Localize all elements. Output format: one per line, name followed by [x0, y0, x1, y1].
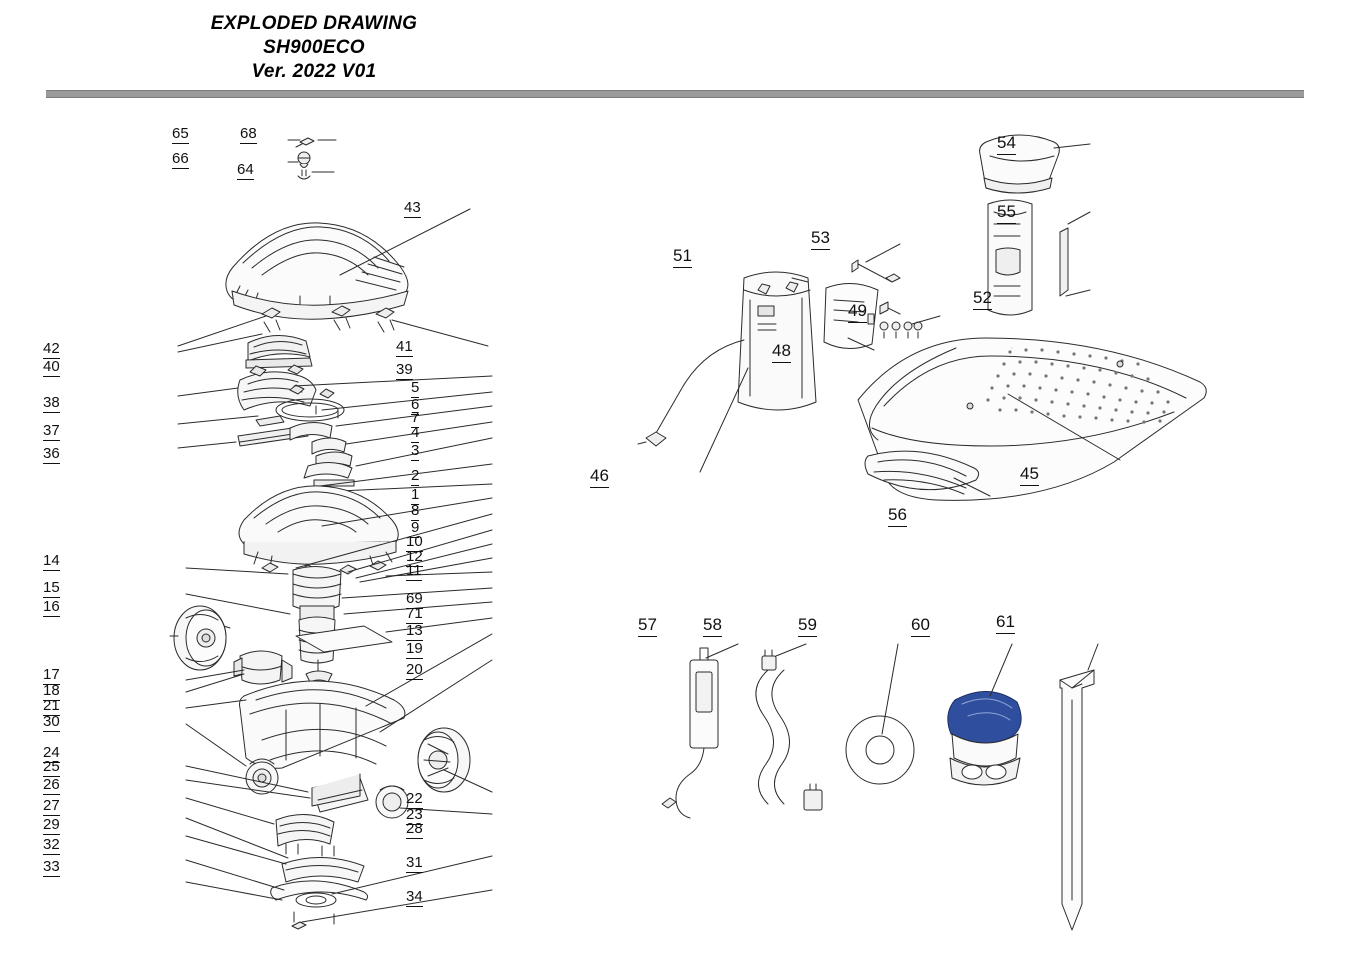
title-block	[104, 12, 524, 84]
part-charging-base-46	[638, 272, 816, 472]
callout-66: 66	[172, 150, 189, 167]
callout-60: 60	[911, 615, 930, 637]
callout-10: 10	[406, 533, 423, 550]
callout-30: 30	[43, 713, 60, 730]
callout-17: 17	[43, 666, 60, 683]
callout-34: 34	[406, 888, 423, 905]
callout-3: 3	[411, 442, 420, 459]
part-chassis-top-1	[239, 486, 492, 582]
part-cable-58	[756, 644, 822, 810]
callout-41: 41	[396, 338, 413, 355]
callout-43: 43	[404, 199, 421, 216]
callout-11: 11	[406, 562, 422, 579]
title-line-2: SH900ECO	[263, 37, 365, 58]
part-power-supply-57	[662, 644, 738, 818]
callout-8: 8	[411, 502, 420, 519]
callout-61: 61	[996, 612, 1015, 634]
callout-19: 19	[406, 640, 423, 657]
part-pcb-48	[792, 244, 940, 350]
part-stake-61	[1060, 644, 1098, 930]
callout-53: 53	[811, 228, 830, 250]
callout-4: 4	[411, 424, 420, 441]
callout-20: 20	[406, 661, 423, 678]
callout-64: 64	[237, 161, 254, 178]
callout-36: 36	[43, 445, 60, 462]
callout-39: 39	[396, 361, 413, 378]
part-bottom-plate	[186, 836, 492, 929]
part-wheel-right-22	[418, 728, 492, 792]
callout-49: 49	[848, 301, 867, 323]
callout-23: 23	[406, 806, 423, 823]
part-wheel-left-16	[170, 606, 226, 670]
callout-51: 51	[673, 246, 692, 268]
callout-54: 54	[997, 133, 1016, 155]
callout-46: 46	[590, 466, 609, 488]
callout-37: 37	[43, 422, 60, 439]
callout-48: 48	[772, 341, 791, 363]
callout-59: 59	[798, 615, 817, 637]
callout-45: 45	[1020, 464, 1039, 486]
callout-40: 40	[43, 358, 60, 375]
part-group-screw-top	[288, 138, 336, 179]
callout-6: 6	[411, 396, 420, 413]
callout-65: 65	[172, 125, 189, 142]
part-bar-36	[178, 426, 308, 448]
callout-12: 12	[406, 548, 423, 565]
title-line-3: Ver. 2022 V01	[251, 61, 377, 82]
callout-71: 71	[406, 605, 423, 622]
part-small-wheel-23	[376, 786, 492, 818]
callout-21: 21	[43, 697, 60, 714]
callout-1: 1	[411, 486, 420, 503]
callout-29: 29	[43, 816, 60, 833]
callout-33: 33	[43, 858, 60, 875]
callout-52: 52	[973, 288, 992, 310]
callout-18: 18	[43, 682, 60, 699]
part-plates-2-7	[290, 376, 492, 492]
part-clips-41-42	[178, 306, 488, 352]
callout-31: 31	[406, 854, 423, 871]
part-sensor-module-60	[948, 644, 1021, 785]
header-divider	[46, 90, 1304, 98]
callout-69: 69	[406, 590, 423, 607]
callout-68: 68	[240, 125, 257, 142]
callout-55: 55	[997, 202, 1016, 224]
callout-2: 2	[411, 467, 420, 484]
callout-22: 22	[406, 790, 423, 807]
callout-5: 5	[411, 379, 420, 396]
callout-58: 58	[703, 615, 722, 637]
part-motor-assembly	[186, 566, 492, 682]
drawing-canvas	[0, 100, 1350, 955]
callout-26: 26	[43, 776, 60, 793]
callout-27: 27	[43, 797, 60, 814]
page-header	[0, 0, 1350, 100]
callout-13: 13	[406, 622, 423, 639]
part-bracket-26	[186, 798, 334, 858]
callout-9: 9	[411, 519, 420, 536]
callout-56: 56	[888, 505, 907, 527]
callout-32: 32	[43, 836, 60, 853]
callout-14: 14	[43, 552, 60, 569]
callout-25: 25	[43, 758, 60, 775]
part-ring-59	[846, 644, 914, 784]
callout-57: 57	[638, 615, 657, 637]
callout-28: 28	[406, 820, 423, 837]
title-line-1: EXPLODED DRAWING	[210, 13, 418, 34]
callout-16: 16	[43, 598, 60, 615]
part-handle-40	[246, 335, 312, 368]
callout-42: 42	[43, 340, 60, 357]
exploded-view-illustration	[0, 100, 1350, 955]
callout-38: 38	[43, 394, 60, 411]
callout-24: 24	[43, 744, 60, 761]
part-cover-43	[226, 209, 470, 319]
callout-7: 7	[411, 409, 420, 426]
callout-15: 15	[43, 579, 60, 596]
